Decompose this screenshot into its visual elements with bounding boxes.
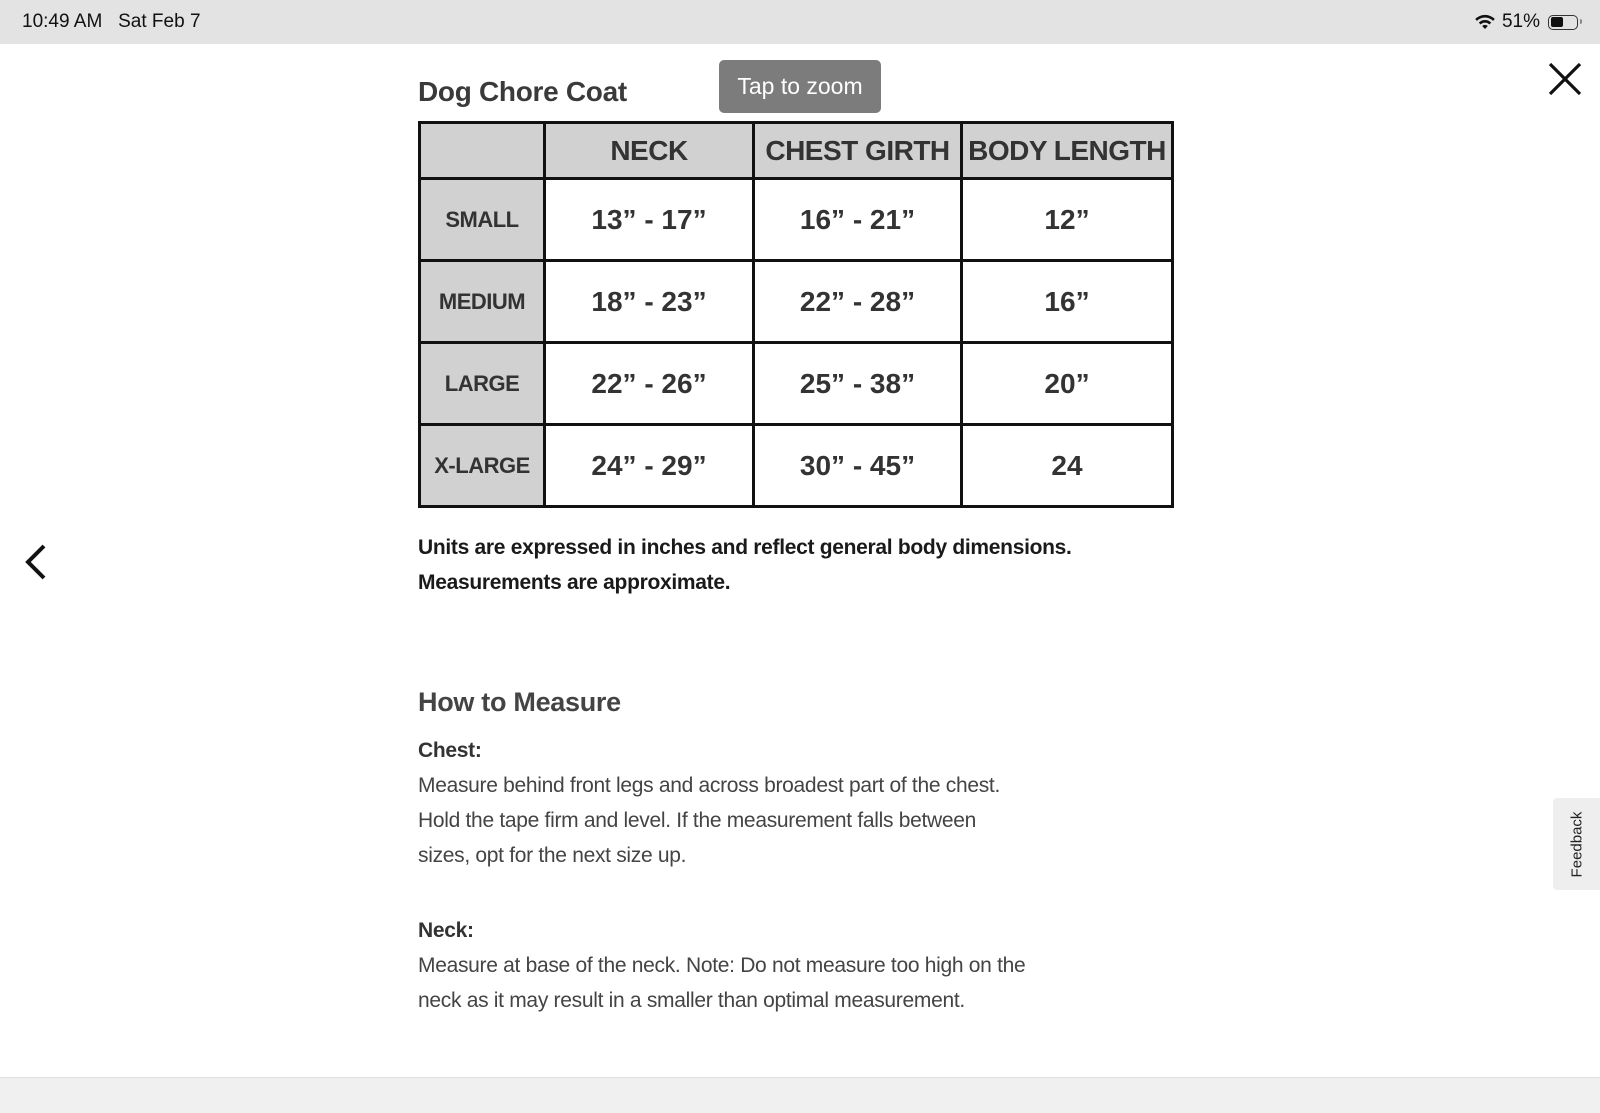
instruction-line: Hold the tape firm and level. If the measurement falls between: [418, 809, 977, 832]
chest-value: 16” - 21”: [754, 179, 962, 261]
size-chart-table: [418, 121, 1174, 508]
length-value: 20”: [962, 343, 1173, 425]
instruction-line: Measure at base of the neck. Note: Do not measure too high on the: [418, 954, 1026, 977]
chest-instructions: [418, 733, 1000, 873]
header-cell-chest-girth: CHEST GIRTH: [754, 123, 962, 179]
wifi-icon: [1474, 14, 1496, 30]
battery-percent: 51%: [1501, 11, 1540, 32]
neck-value: 22” - 26”: [545, 343, 754, 425]
how-to-measure-heading: How to Measure: [418, 687, 621, 717]
instruction-line: Measure behind front legs and across broadest part of the chest.: [418, 774, 1000, 797]
status-time: [22, 11, 201, 33]
chest-value: 25” - 38”: [754, 343, 962, 425]
table-row: [420, 343, 1173, 425]
table-row: [420, 179, 1173, 261]
battery-icon: [1548, 15, 1578, 30]
length-value: 12”: [962, 179, 1173, 261]
header-cell-body-length: BODY LENGTH: [962, 123, 1173, 179]
tap-to-zoom-button[interactable]: Tap to zoom: [719, 60, 881, 113]
status-bar: [0, 0, 1600, 44]
size-label: SMALL: [420, 179, 545, 261]
units-note-line: Measurements are approximate.: [418, 571, 731, 594]
neck-value: 13” - 17”: [545, 179, 754, 261]
size-label: MEDIUM: [420, 261, 545, 343]
time: 10:49 AM: [22, 11, 103, 32]
close-icon: [1546, 60, 1584, 98]
length-value: 24: [962, 425, 1173, 507]
date: Sat Feb 7: [118, 11, 201, 32]
units-note-line: Units are expressed in inches and reflect general body dimensions.: [418, 536, 1072, 559]
table-row: [420, 425, 1173, 507]
previous-image-button[interactable]: [20, 540, 54, 584]
feedback-label: Feedback: [1568, 811, 1585, 877]
status-indicators: [1474, 9, 1578, 35]
chest-value: 22” - 28”: [754, 261, 962, 343]
header-cell-neck: NECK: [545, 123, 754, 179]
close-button[interactable]: [1546, 60, 1584, 98]
size-label: X-LARGE: [420, 425, 545, 507]
document-title: Dog Chore Coat: [418, 76, 627, 107]
units-note: [418, 530, 1072, 600]
instruction-line: neck as it may result in a smaller than optimal measurement.: [418, 989, 965, 1012]
chest-value: 30” - 45”: [754, 425, 962, 507]
bottom-bar: [0, 1077, 1600, 1113]
neck-label: Neck:: [418, 919, 474, 942]
battery-level: [1551, 17, 1563, 27]
chevron-left-icon: [20, 540, 54, 584]
header-cell-empty: [420, 123, 545, 179]
length-value: 16”: [962, 261, 1173, 343]
size-label: LARGE: [420, 343, 545, 425]
instruction-line: sizes, opt for the next size up.: [418, 844, 687, 867]
table-row: [420, 261, 1173, 343]
neck-instructions: [418, 913, 1025, 1018]
neck-value: 18” - 23”: [545, 261, 754, 343]
chest-label: Chest:: [418, 739, 482, 762]
feedback-tab[interactable]: [1553, 798, 1600, 890]
neck-value: 24” - 29”: [545, 425, 754, 507]
table-header-row: [420, 123, 1173, 179]
